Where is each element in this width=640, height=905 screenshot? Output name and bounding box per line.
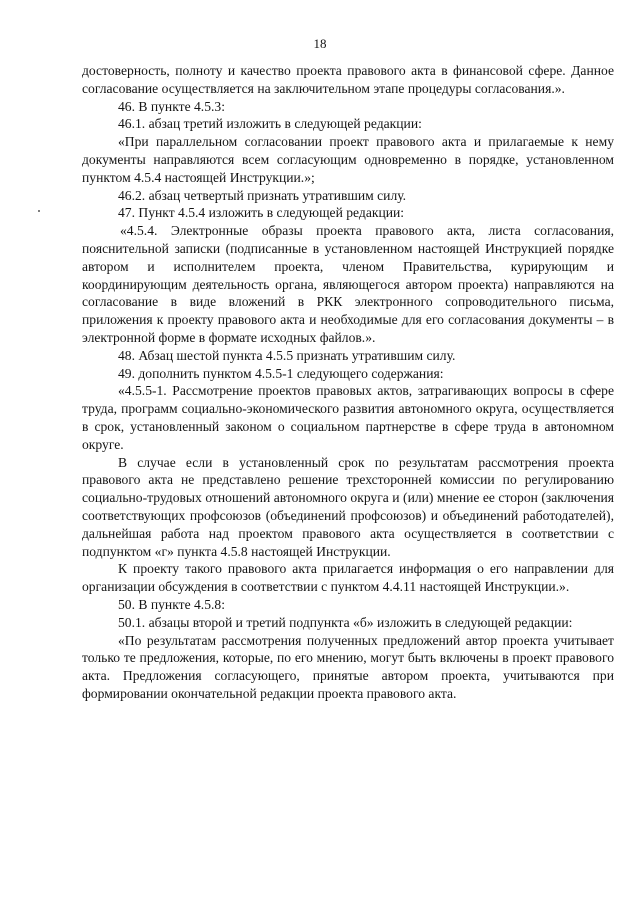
paragraph-item-46-2: 46.2. абзац четвертый признать утратившим силу. — [118, 187, 407, 203]
paragraph-item-46-1: 46.1. абзац третий изложить в следующей редакции: — [118, 116, 422, 132]
paragraph-item-47: 47. Пункт 4.5.4 изложить в следующей редакции: — [118, 205, 405, 221]
paragraph-item-50: 50. В пункте 4.5.8: — [118, 596, 225, 612]
paragraph-deadline-case: В случае если в установленный срок по результатам рассмотрения проекта правового акта не представлено решение трехсторонней комиссии по регулированию социально-трудовых отношений автономного округа и (или) мнение ее сторон (заключения соответствующих профсоюзов (объединений профсоюзов) и объединений работодателей), дальнейшая работа над проектом правового акта осуществляется в соответствии с подпунктом «г» пункта 4.5.8 настоящей Инструкции. — [82, 454, 614, 559]
paragraph-continuation: достоверность, полноту и качество проекта правового акта в финансовой сфере. Данное согласование осуществляется на заключительном этапе процедуры согласования.». — [82, 63, 614, 96]
page-number: 18 — [313, 36, 327, 51]
paragraph-attachment-info: К проекту такого правового акта прилагается информация о его направлении для организации обсуждения в соответствии с пунктом 4.4.11 настоящей Инструкции.». — [82, 561, 614, 595]
paragraph-item-49: 49. дополнить пунктом 4.5.5-1 следующего содержания: — [118, 365, 444, 381]
paragraph-quote-4-5-5-1: «4.5.5-1. Рассмотрение проектов правовых актов, затрагивающих вопросы в сфере труда, программ социально-экономического развития автономного округа, осуществляется в срок, установленный законом о социальном партнерстве в сфере труда в автономном округе. — [82, 383, 614, 452]
paragraph-item-48: 48. Абзац шестой пункта 4.5.5 признать утратившим силу. — [118, 347, 456, 363]
document-body — [82, 62, 614, 703]
paragraph-quote-4-5-4: «4.5.4. Электронные образы проекта правового акта, листа согласования, пояснительной записки (подписанные в установленном настоящей Инструкцией порядке автором и исполнителем проекта, членом Правительства, курирующим и координирующим деятельность органа, являющегося автором проекта) направляются на согласование в виде вложений в РКК электронного сопроводительного письма, приложения к проекту правового акта и необходимые для его согласования документы – в электронной форме в формате исходных файлов.». — [82, 223, 614, 345]
margin-mark — [38, 210, 40, 212]
paragraph-quote-parallel-approval: «При параллельном согласовании проект правового акта и прилагаемые к нему документы направляются всем согласующим одновременно в порядке, установленном пунктом 4.5.4 настоящей Инструкции.»; — [82, 134, 614, 185]
paragraph-item-46: 46. В пункте 4.5.3: — [118, 98, 225, 114]
paragraph-item-50-1: 50.1. абзацы второй и третий подпункта «б» изложить в следующей редакции: — [118, 614, 573, 630]
paragraph-quote-review-results: «По результатам рассмотрения полученных предложений автор проекта учитывает только те предложения, которые, по его мнению, могут быть включены в проект правового акта. Предложения согласующего, принятые автором проекта, учитываются при формировании окончательной редакции проекта правового акта. — [82, 632, 614, 701]
